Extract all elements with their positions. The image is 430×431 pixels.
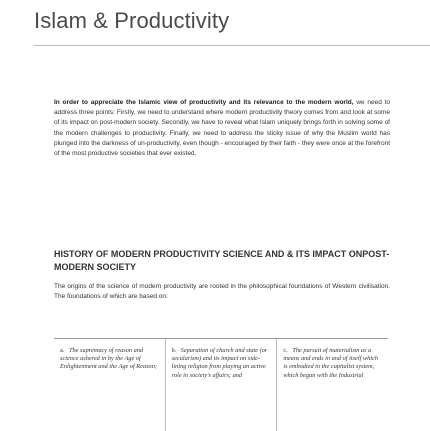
- column-marker: b.: [171, 347, 177, 354]
- origins-column-a: [54, 339, 165, 431]
- intro-rest: we need to address three points: Firstly, we need to understand where modern productivity theory comes from and look at some of its impact on post-modern society. Secondly, we have to reveal what Islam uniquely brings forth in solving some of the modern challenges to productivity. Finally, we need to address the sticky issue of why the Muslim world has plunged into the darkness of un-productivity, even though - encouraged by their faith - they were once at the forefront of the most productive societies that ever existed.: [54, 99, 391, 158]
- column-text: The supremacy of reason and science ushered in by the Age of Enlightenment and the Age of Reason;: [60, 347, 157, 371]
- title-rule: [34, 45, 430, 46]
- intro-paragraph: [54, 98, 390, 159]
- column-text: The pursuit of materialism as a means and ends in and of itself which is embodied in the capitalist system, which began with the Industrial: [283, 347, 378, 379]
- section-paragraph-text: The origins of the science of modern productivity are rooted in the philosophical foundations of Western civilisation. The foundations of which are based on:: [54, 283, 390, 301]
- section-heading: HISTORY OF MODERN PRODUCTIVITY SCIENCE AND & ITS IMPACT ONPOST-MODERN SOCIETY: [54, 249, 390, 272]
- origins-column-b: [165, 339, 277, 431]
- origins-column-c: [276, 339, 388, 431]
- page-title: Islam & Productivity: [34, 8, 230, 33]
- column-marker: a.: [60, 347, 65, 354]
- column-text: Separation of church and state (or secularism) and its impact on side-lining religion from playing an active role in society's affairs; and: [171, 347, 268, 379]
- intro-lead: In order to appreciate the Islamic view of productivity and its relevance to the modern world,: [54, 99, 354, 106]
- intro-text: [54, 98, 390, 159]
- origins-table: [54, 338, 388, 431]
- section-paragraph: [54, 282, 390, 302]
- column-marker: c.: [283, 347, 288, 354]
